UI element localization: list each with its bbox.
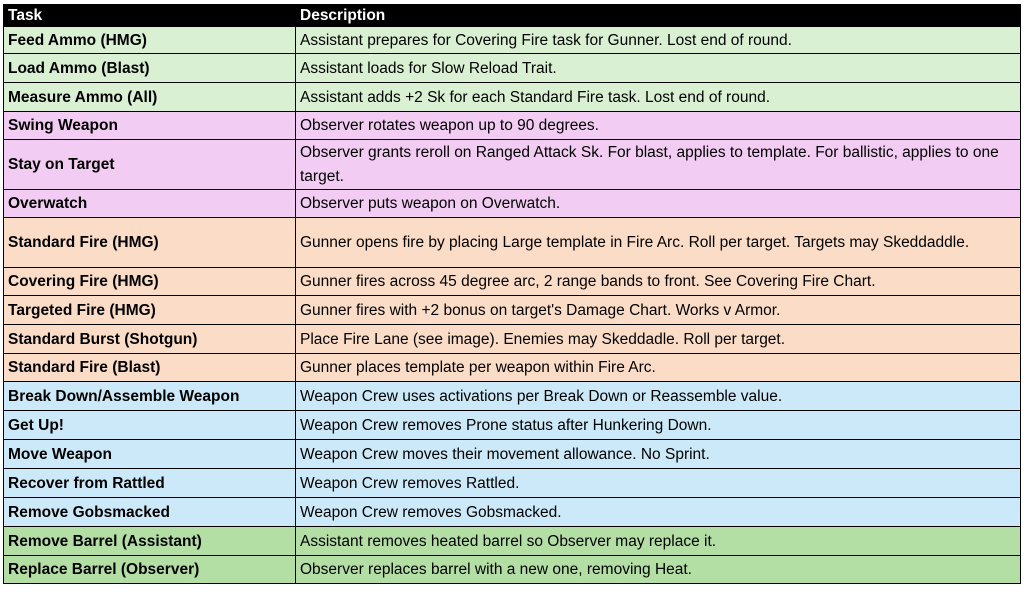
description-cell: Assistant loads for Slow Reload Trait. — [296, 54, 1021, 83]
task-cell: Load Ammo (Blast) — [4, 54, 296, 83]
task-cell: Standard Fire (Blast) — [4, 354, 296, 382]
task-table — [3, 4, 1021, 584]
task-cell: Standard Burst (Shotgun) — [4, 325, 296, 354]
task-cell: Move Weapon — [4, 440, 296, 469]
table-body — [4, 27, 1021, 584]
task-cell: Get Up! — [4, 411, 296, 440]
table-row — [4, 440, 1021, 469]
task-cell: Standard Fire (HMG) — [4, 218, 296, 268]
description-cell: Assistant removes heated barrel so Observer may replace it. — [296, 527, 1021, 556]
description-cell: Observer rotates weapon up to 90 degrees. — [296, 112, 1021, 140]
table-row — [4, 325, 1021, 354]
description-cell: Observer replaces barrel with a new one, removing Heat. — [296, 556, 1021, 584]
table-row — [4, 527, 1021, 556]
table-row — [4, 296, 1021, 325]
table-row — [4, 556, 1021, 584]
table-row — [4, 83, 1021, 112]
description-cell: Gunner fires with +2 bonus on target's Damage Chart. Works v Armor. — [296, 296, 1021, 325]
description-cell: Place Fire Lane (see image). Enemies may Skeddadle. Roll per target. — [296, 325, 1021, 354]
table-row — [4, 27, 1021, 54]
header-description: Description — [296, 5, 1021, 27]
description-cell: Weapon Crew removes Gobsmacked. — [296, 498, 1021, 527]
description-cell: Observer puts weapon on Overwatch. — [296, 190, 1021, 218]
table-row — [4, 469, 1021, 498]
table-row — [4, 190, 1021, 218]
table-row — [4, 112, 1021, 140]
description-cell: Assistant adds +2 Sk for each Standard Fire task. Lost end of round. — [296, 83, 1021, 112]
description-cell: Weapon Crew moves their movement allowance. No Sprint. — [296, 440, 1021, 469]
description-cell: Gunner opens fire by placing Large template in Fire Arc. Roll per target. Targets may Skeddaddle. — [296, 218, 1021, 268]
description-cell: Weapon Crew removes Prone status after Hunkering Down. — [296, 411, 1021, 440]
task-cell: Recover from Rattled — [4, 469, 296, 498]
task-cell: Break Down/Assemble Weapon — [4, 382, 296, 411]
table-row — [4, 411, 1021, 440]
description-cell: Gunner fires across 45 degree arc, 2 range bands to front. See Covering Fire Chart. — [296, 268, 1021, 296]
task-cell: Remove Barrel (Assistant) — [4, 527, 296, 556]
task-cell: Remove Gobsmacked — [4, 498, 296, 527]
task-cell: Swing Weapon — [4, 112, 296, 140]
task-cell: Overwatch — [4, 190, 296, 218]
table-row — [4, 382, 1021, 411]
task-cell: Replace Barrel (Observer) — [4, 556, 296, 584]
description-cell: Observer grants reroll on Ranged Attack Sk. For blast, applies to template. For ballistic, applies to one target. — [296, 140, 1021, 190]
table-row — [4, 498, 1021, 527]
description-cell: Gunner places template per weapon within Fire Arc. — [296, 354, 1021, 382]
table-row — [4, 218, 1021, 268]
task-cell: Covering Fire (HMG) — [4, 268, 296, 296]
description-cell: Weapon Crew uses activations per Break Down or Reassemble value. — [296, 382, 1021, 411]
description-cell: Assistant prepares for Covering Fire task for Gunner. Lost end of round. — [296, 27, 1021, 54]
task-table-container — [3, 4, 1021, 584]
description-cell: Weapon Crew removes Rattled. — [296, 469, 1021, 498]
task-cell: Stay on Target — [4, 140, 296, 190]
table-row — [4, 140, 1021, 190]
table-header-row — [4, 5, 1021, 27]
table-row — [4, 354, 1021, 382]
header-task: Task — [4, 5, 296, 27]
table-row — [4, 54, 1021, 83]
task-cell: Measure Ammo (All) — [4, 83, 296, 112]
table-row — [4, 268, 1021, 296]
task-cell: Feed Ammo (HMG) — [4, 27, 296, 54]
task-cell: Targeted Fire (HMG) — [4, 296, 296, 325]
